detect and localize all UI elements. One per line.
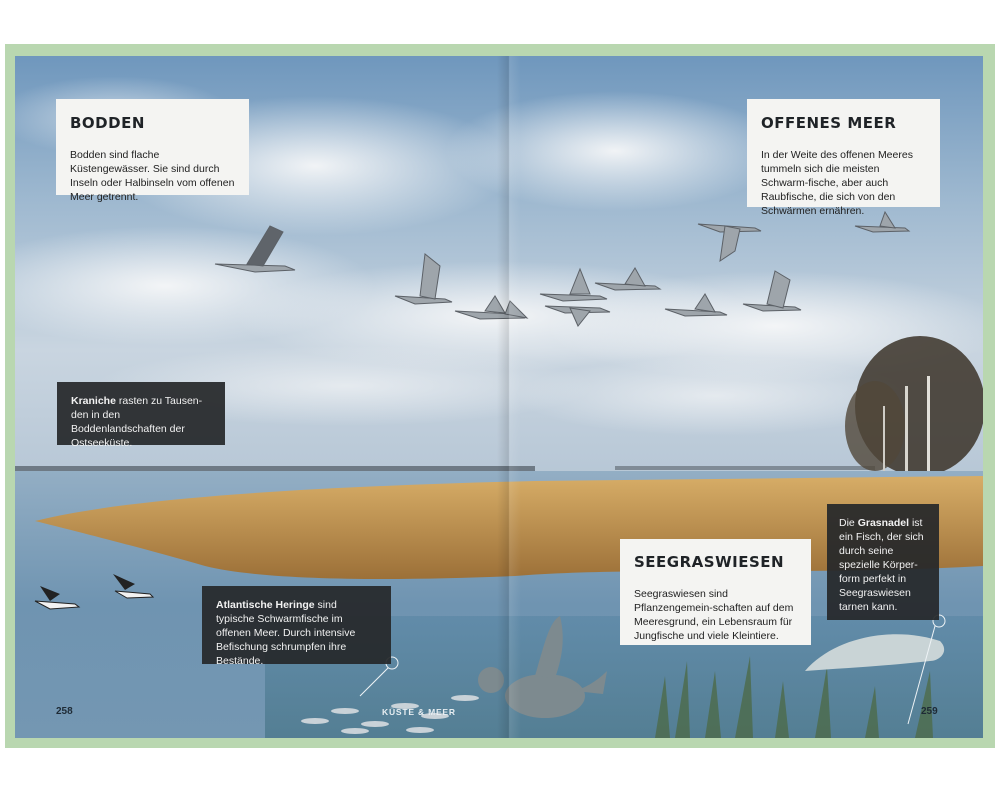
book-spread (15, 56, 983, 738)
info-box-text: Seegraswiesen sind Pflanzengemein-schaften auf dem Meeresgrund, ein Lebensraum für Jungfische und viele Kleintiere. (634, 588, 794, 642)
info-box-bodden (56, 99, 249, 203)
info-box-heringe (202, 586, 391, 667)
info-box-text (839, 516, 927, 614)
info-box-text (71, 394, 211, 450)
info-box-rest: rasten zu Tausen-den in den Boddenlandschaften der Ostseeküste. (71, 395, 203, 449)
page-number-right: 259 (921, 706, 938, 717)
info-box-prefix: Die (839, 517, 858, 529)
book-gutter (497, 56, 521, 738)
page-number-left: 258 (56, 706, 73, 717)
info-box-text (216, 598, 377, 668)
info-box-bold: Atlantische Heringe (216, 599, 315, 611)
info-box-title: OFFENES MEER (761, 114, 897, 132)
info-box-bold: Kraniche (71, 395, 116, 407)
info-box-grasnadel (827, 504, 939, 620)
info-box-bold: Grasnadel (857, 517, 910, 529)
info-box-rest: ist ein Fisch, der sich durch seine spezielle Körper-form perfekt in Seegraswiesen tarnen kann. (839, 517, 924, 613)
info-box-seegraswiesen (620, 539, 811, 645)
running-head: KÜSTE & MEER (382, 707, 456, 717)
info-box-text: Bodden sind flache Küstengewässer. Sie sind durch Inseln oder Halbinseln vom offenen Meer getrennt. (70, 149, 235, 203)
info-box-kraniche (57, 382, 225, 449)
info-box-rest: sind typische Schwarmfische im offenen Meer. Durch intensive Befischung schrumpfen ihre Bestände. (216, 599, 356, 667)
info-box-offenes-meer (747, 99, 940, 217)
info-box-text: In der Weite des offenen Meeres tummeln sich die meisten Schwarm-fische, aber auch Raubfische, die sich von den Schwärmen ernähren. (761, 149, 913, 217)
info-box-title: SEEGRASWIESEN (634, 553, 785, 571)
info-box-title: BODDEN (70, 114, 145, 132)
